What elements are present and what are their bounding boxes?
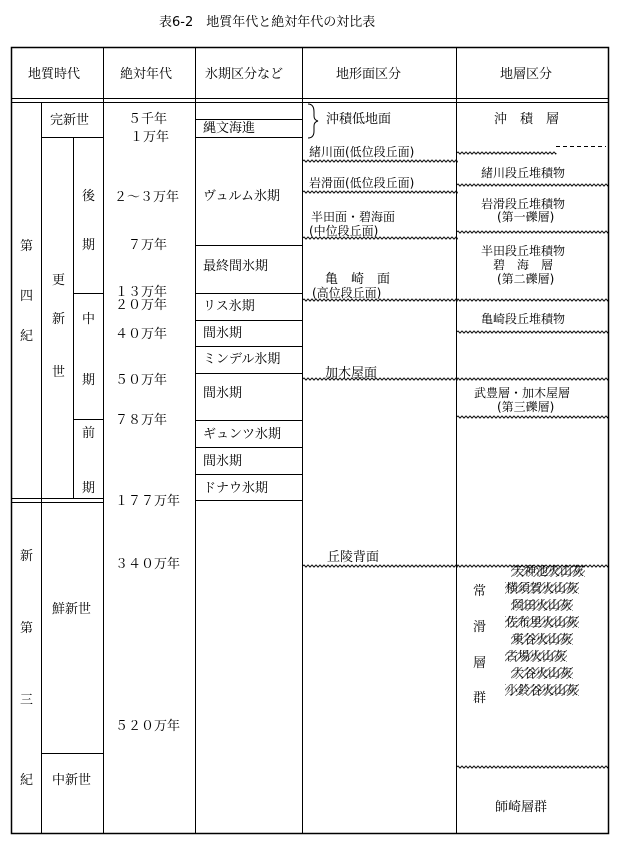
glacial-interglacial-2: 間氷期 xyxy=(203,386,243,401)
glacial-interglacial-1: 間氷期 xyxy=(203,326,243,341)
quaternary-char-2: 四 xyxy=(20,289,34,304)
age-130ka: １３万年 xyxy=(115,285,168,300)
age-20-30ka: ２～３万年 xyxy=(114,190,180,205)
pleistocene-char-2: 新 xyxy=(52,312,66,327)
early-char-1: 前 xyxy=(82,426,96,441)
pleistocene-char-1: 更 xyxy=(52,273,66,288)
header-landform-surface: 地形面区分 xyxy=(336,67,402,82)
glacial-donau: ドナウ氷期 xyxy=(203,481,269,496)
pleistocene-char-3: 世 xyxy=(52,365,66,380)
tokoname-char-1: 常 xyxy=(473,584,487,599)
glacial-riss: リス氷期 xyxy=(203,299,255,314)
volcanic-ash-3: 岡田火山灰 xyxy=(512,598,573,612)
age-780ka: ７８万年 xyxy=(115,413,168,428)
unconformity-line xyxy=(303,565,457,567)
header-stratigraphy: 地層区分 xyxy=(500,67,553,82)
surface-handa-hekikai: 半田面・碧海面 xyxy=(311,210,396,224)
strata-third-gravel: (第三礫層) xyxy=(497,400,555,414)
glacial-gunz: ギュンツ氷期 xyxy=(203,427,282,442)
glacial-jomon-transgression: 縄文海進 xyxy=(203,121,256,136)
surface-handa-sub: (中位段丘面) xyxy=(309,224,379,238)
early-char-2: 期 xyxy=(82,481,96,496)
glacial-wurm: ヴュルム氷期 xyxy=(203,189,280,204)
age-400ka: ４０万年 xyxy=(115,327,168,342)
volcanic-ash-7: 大谷火山灰 xyxy=(512,666,573,680)
age-5ka: ５千年 xyxy=(128,112,168,127)
unconformity-line xyxy=(457,184,608,186)
strata-handa-terrace: 半田段丘堆積物 xyxy=(481,244,566,258)
tokoname-char-3: 層 xyxy=(473,656,487,671)
age-200ka: ２０万年 xyxy=(115,298,168,313)
middle-char-1: 中 xyxy=(82,312,96,327)
surface-iwanamesi: 岩滑面(低位段丘面) xyxy=(309,176,415,190)
tokoname-char-2: 滑 xyxy=(473,620,487,635)
volcanic-ash-5: 東谷火山灰 xyxy=(512,632,573,646)
miocene-label: 中新世 xyxy=(52,773,92,788)
age-70ka: ７万年 xyxy=(128,238,168,253)
neogene-char-4: 紀 xyxy=(20,773,34,788)
holocene-label: 完新世 xyxy=(50,113,90,128)
surface-alluvial-lowland: 沖積低地面 xyxy=(326,112,392,127)
age-3400ka: ３４０万年 xyxy=(115,557,181,572)
strata-taketoyo-kagiya: 武豊層・加木屋層 xyxy=(474,386,571,400)
quaternary-char-1: 第 xyxy=(20,239,34,254)
neogene-char-3: 三 xyxy=(20,693,34,708)
unconformity-line xyxy=(457,331,608,333)
unconformity-line xyxy=(457,152,556,154)
unconformity-line xyxy=(457,231,608,233)
unconformity-line xyxy=(457,416,608,418)
age-500ka: ５０万年 xyxy=(115,373,168,388)
volcanic-ash-1: 天神池火山灰 xyxy=(512,564,585,578)
surface-ogawa: 緒川面(低位段丘面) xyxy=(309,145,415,159)
strata-morozaki-group: 師崎層群 xyxy=(495,800,548,815)
strata-alluvium: 沖 積 層 xyxy=(494,112,560,127)
pliocene-label: 鮮新世 xyxy=(52,602,92,617)
surface-kagiya: 加木屋面 xyxy=(325,366,378,381)
header-geologic-age: 地質時代 xyxy=(28,67,81,82)
strata-second-gravel: (第二礫層) xyxy=(497,272,555,286)
middle-char-2: 期 xyxy=(82,373,96,388)
neogene-char-1: 新 xyxy=(20,549,34,564)
surface-kamezaki: 亀 崎 面 xyxy=(325,272,391,287)
unconformity-line xyxy=(457,378,608,380)
strata-ogawa-terrace: 緒川段丘堆積物 xyxy=(481,166,566,180)
unconformity-line xyxy=(303,160,457,162)
unconformity-line xyxy=(457,299,608,301)
unconformity-line xyxy=(303,191,457,193)
age-1770ka: １７７万年 xyxy=(115,494,181,509)
late-char-1: 後 xyxy=(82,189,96,204)
header-absolute-age: 絶対年代 xyxy=(120,67,173,82)
strata-iwanamesi-terrace: 岩滑段丘堆積物 xyxy=(481,197,566,211)
glacial-interglacial-3: 間氷期 xyxy=(203,454,243,469)
strata-first-gravel: (第一礫層) xyxy=(497,210,555,224)
surface-kamezaki-sub: (高位段丘面) xyxy=(312,286,382,300)
late-char-2: 期 xyxy=(82,238,96,253)
strata-hekikai: 碧 海 層 xyxy=(493,258,554,272)
volcanic-ash-8: 小鈴谷火山灰 xyxy=(506,683,579,697)
age-10ka: １万年 xyxy=(130,130,170,145)
neogene-char-2: 第 xyxy=(20,621,34,636)
quaternary-char-3: 紀 xyxy=(20,329,34,344)
tokoname-char-4: 群 xyxy=(473,691,487,706)
strata-kamezaki-terrace: 亀崎段丘堆積物 xyxy=(481,312,566,326)
glacial-mindel: ミンデル氷期 xyxy=(203,352,281,367)
table-title: 表6-2 地質年代と絶対年代の対比表 xyxy=(159,15,376,30)
volcanic-ash-4: 佐布里火山灰 xyxy=(506,615,579,629)
age-5200ka: ５２０万年 xyxy=(115,719,181,734)
volcanic-ash-6: 古場火山灰 xyxy=(506,649,567,663)
glacial-last-interglacial: 最終間氷期 xyxy=(203,259,269,274)
header-glacial-division: 氷期区分など xyxy=(205,67,284,82)
surface-hilltop: 丘陵背面 xyxy=(327,550,380,565)
unconformity-line xyxy=(457,766,608,768)
volcanic-ash-2: 横須賀火山灰 xyxy=(506,581,579,595)
